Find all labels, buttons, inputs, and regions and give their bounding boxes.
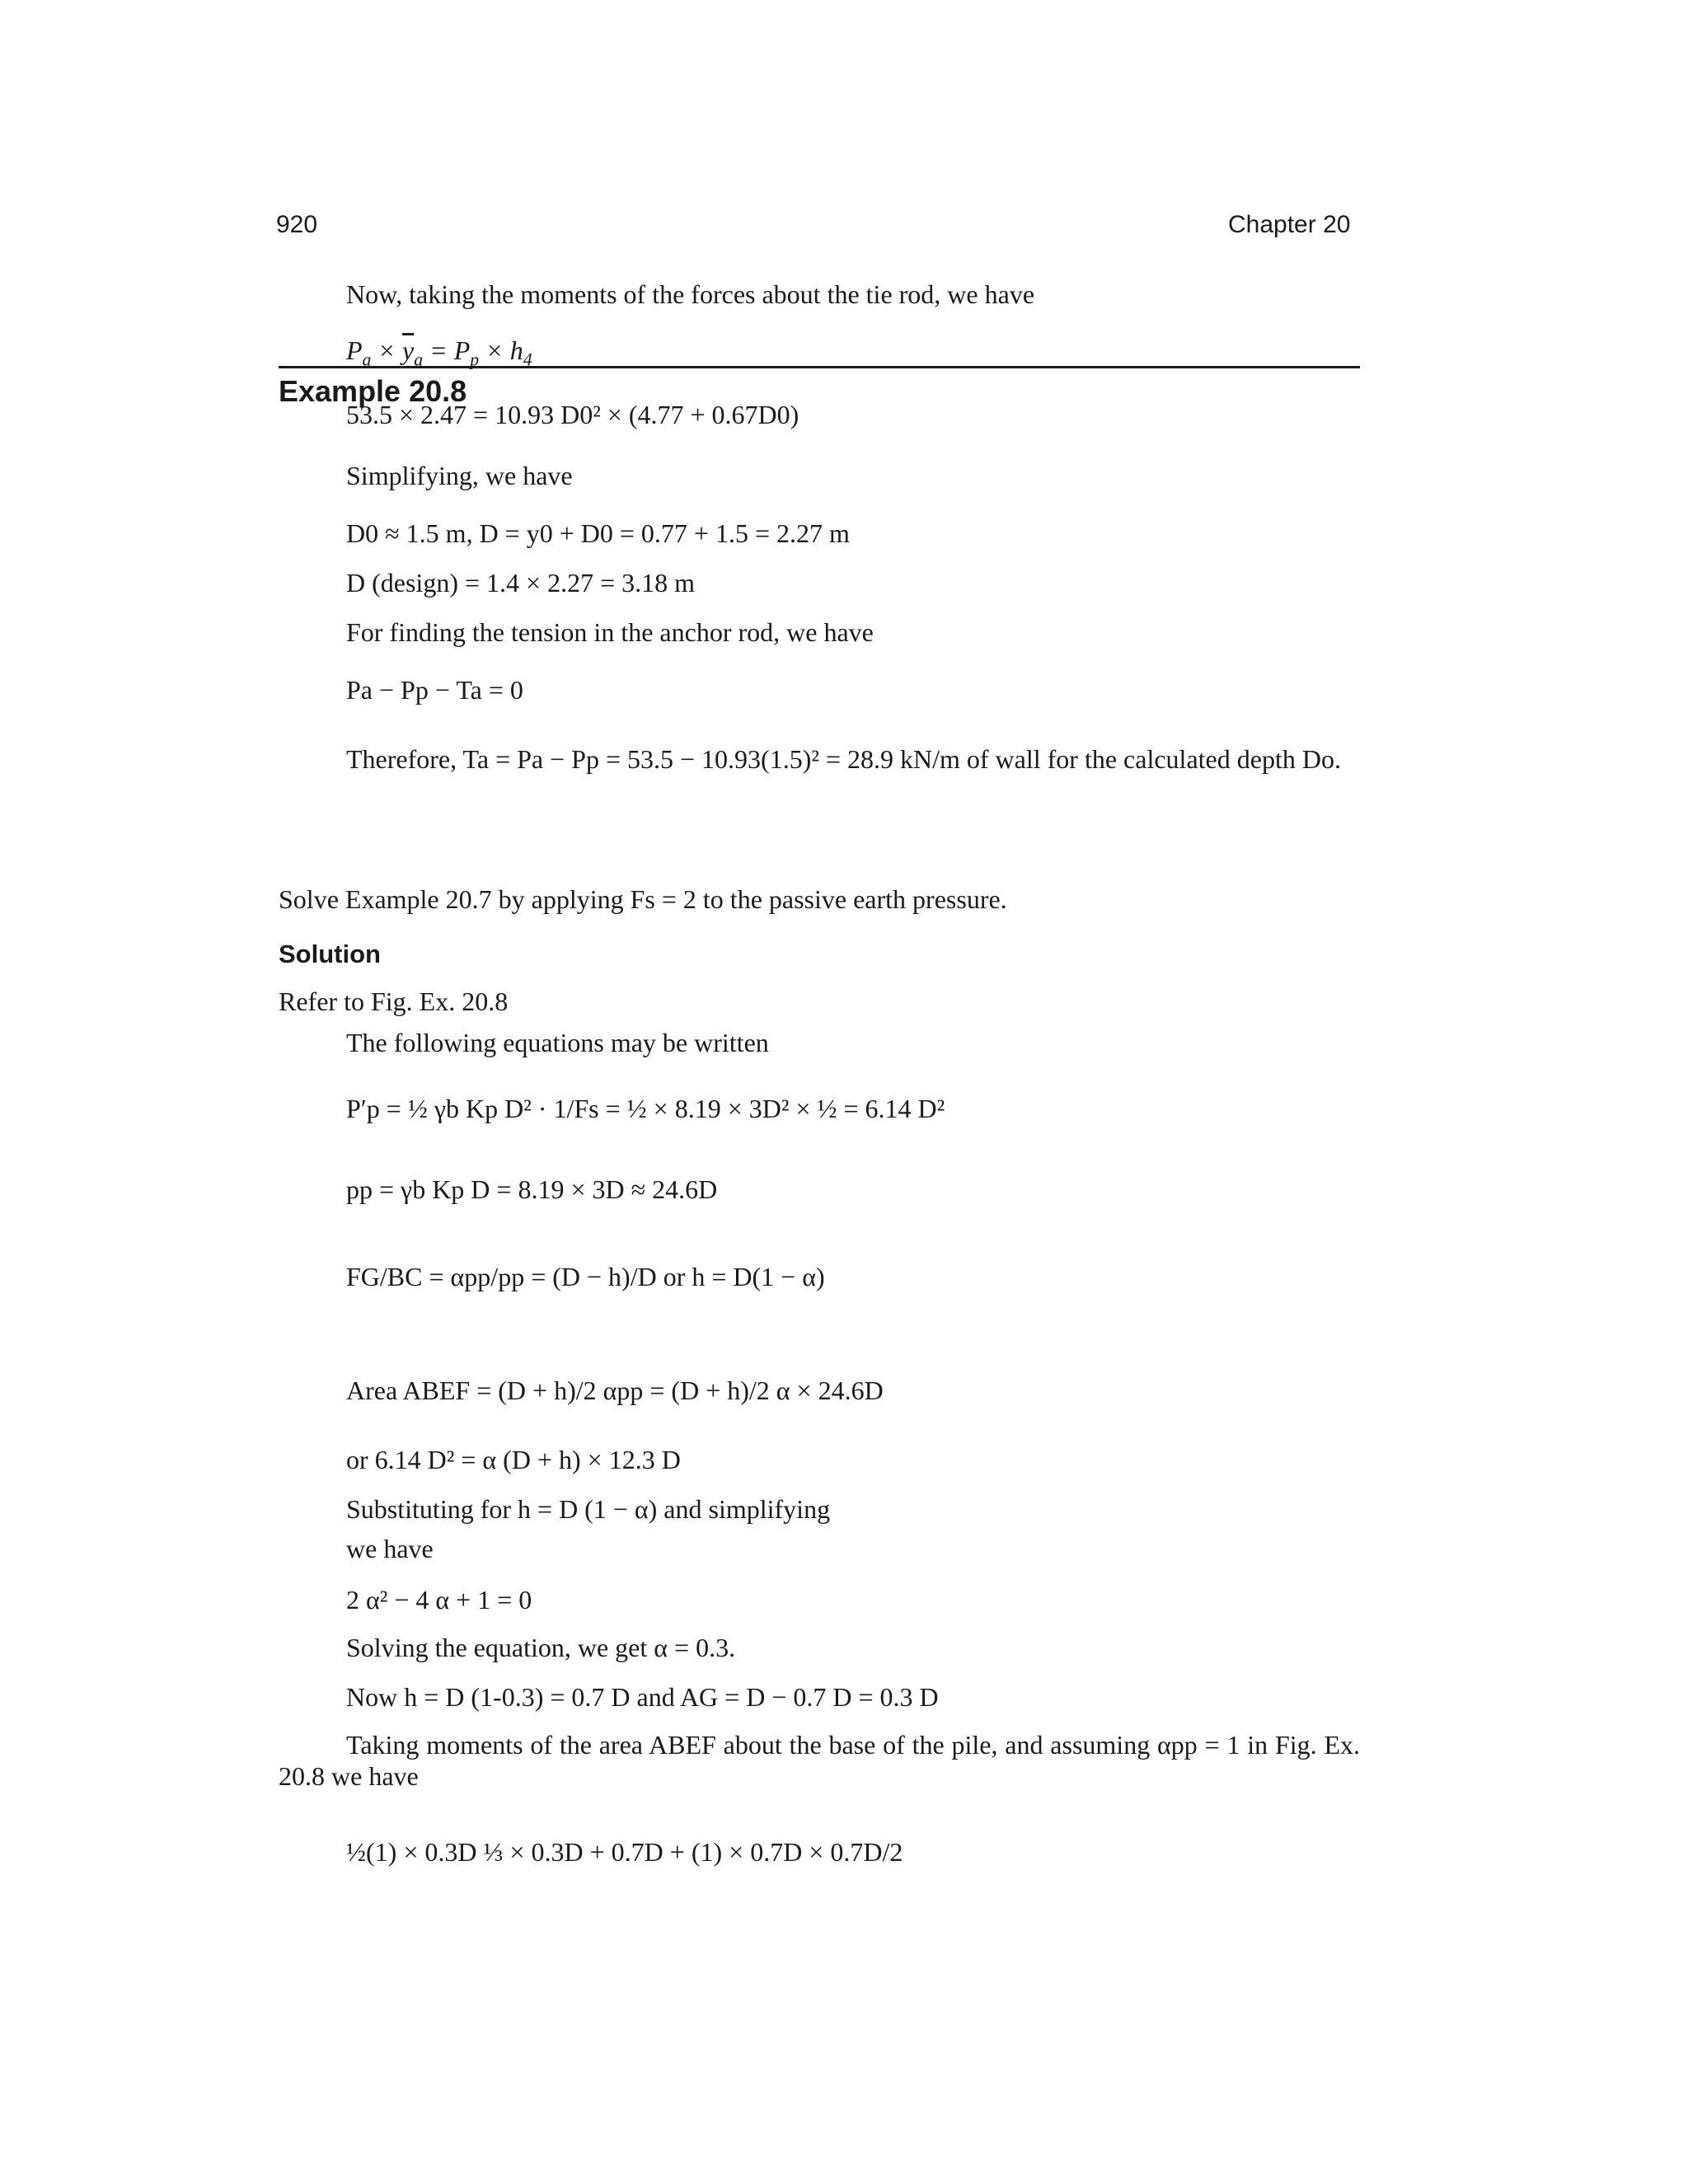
equation-now: Now h = D (1-0.3) = 0.7 D and AG = D − 0.7 D = 0.3 D — [346, 1682, 939, 1712]
substituting-text-1: Substituting for h = D (1 − α) and simplifying — [346, 1494, 831, 1524]
equation-substituted: 53.5 × 2.47 = 10.93 D0² × (4.77 + 0.67D0) — [346, 400, 799, 429]
chapter-label: Chapter 20 — [1228, 211, 1351, 238]
therefore-prefix: Therefore, — [346, 744, 457, 774]
equation-ratio: FG/BC = αpp/pp = (D − h)/D or h = D(1 − α) — [346, 1262, 825, 1291]
equation-quadratic: 2 α² − 4 α + 1 = 0 — [346, 1585, 532, 1615]
equation-or: or 6.14 D² = α (D + h) × 12.3 D — [346, 1445, 681, 1474]
simplifying-text: Simplifying, we have — [346, 461, 573, 490]
equation-balance: Pa − Pp − Ta = 0 — [346, 675, 523, 705]
page-number: 920 — [276, 211, 318, 238]
equation-area: Area ABEF = (D + h)/2 αpp = (D + h)/2 α × 24.6D — [346, 1376, 884, 1405]
tension-intro: For finding the tension in the anchor rod, we have — [346, 617, 874, 647]
example-statement: Solve Example 20.7 by applying Fs = 2 to the passive earth pressure. — [279, 884, 1007, 914]
example-title: Example 20.8 — [279, 374, 467, 408]
equation-D0: D0 ≈ 1.5 m, D = y0 + D0 = 0.77 + 1.5 = 2.27 m — [346, 518, 850, 548]
equation-final: ½(1) × 0.3D ⅓ × 0.3D + 0.7D + (1) × 0.7D × 0.7D/2 — [346, 1837, 903, 1867]
solving-text: Solving the equation, we get α = 0.3. — [346, 1633, 736, 1662]
following-text: The following equations may be written — [346, 1028, 769, 1057]
therefore-line — [346, 743, 1341, 775]
equation-design: D (design) = 1.4 × 2.27 = 3.18 m — [346, 568, 695, 598]
therefore-equation: Ta = Pa − Pp = 53.5 − 10.93(1.5)² = 28.9 kN/m — [462, 744, 960, 774]
therefore-suffix: of wall for the calculated depth Do. — [966, 744, 1341, 774]
equation-pp: pp = γb Kp D = 8.19 × 3D ≈ 24.6D — [346, 1174, 718, 1204]
taking-moments-text: Taking moments of the area ABEF about the base of the pile, and assuming αpp = 1 in Fig. Ex. 20.8 we have — [279, 1730, 1360, 1792]
substituting-text-2: we have — [346, 1534, 434, 1563]
moments-intro: Now, taking the moments of the forces about the tie rod, we have — [346, 279, 1035, 309]
example-divider — [279, 366, 1360, 368]
equation-moment: $P_a \times \overline{y}_a = P_p \times h_4$ — [346, 335, 532, 370]
equation-pp-prime: P′p = ½ γb Kp D² · 1/Fs = ½ × 8.19 × 3D² × ½ = 6.14 D² — [346, 1094, 945, 1123]
refer-figure: Refer to Fig. Ex. 20.8 — [279, 987, 509, 1016]
solution-heading: Solution — [279, 940, 381, 968]
